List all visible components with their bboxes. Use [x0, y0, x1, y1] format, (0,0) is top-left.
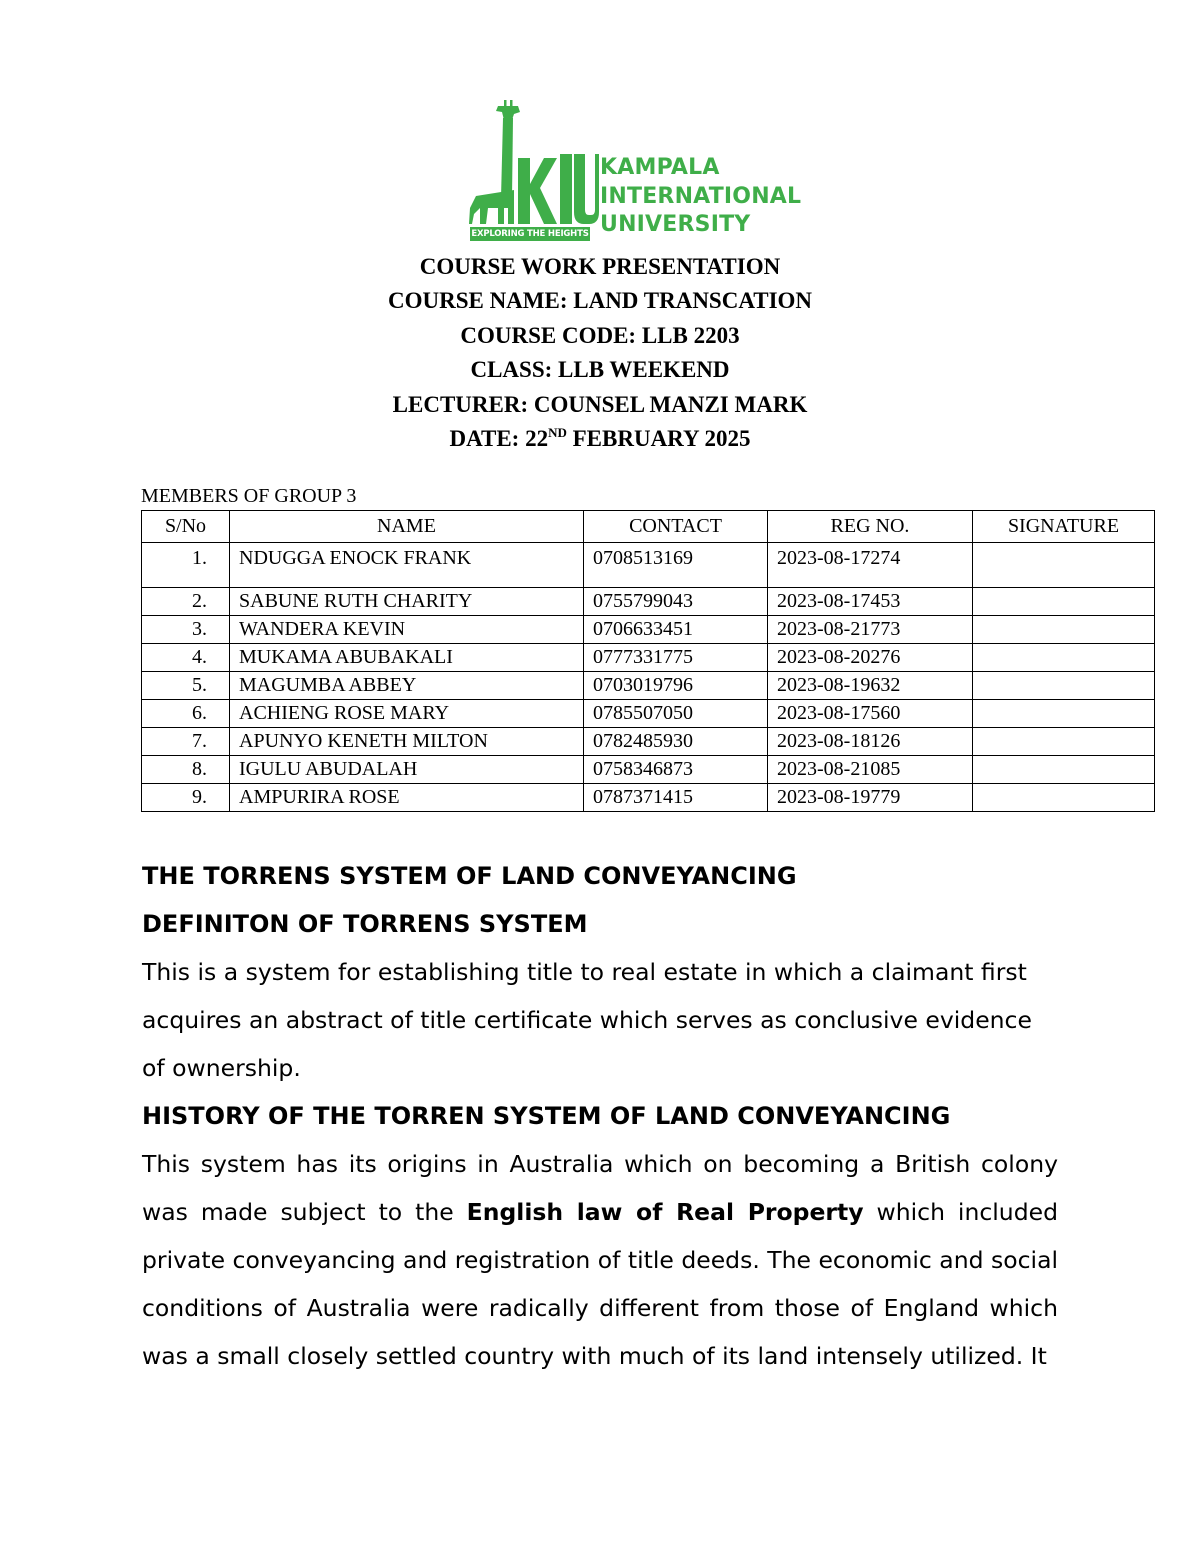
cover-header	[0, 250, 1200, 456]
cell-name: APUNYO KENETH MILTON	[230, 728, 584, 756]
history-text-emphasis: English law of Real Property	[466, 1198, 864, 1226]
cell-signature	[973, 588, 1155, 616]
cell-sn: 7.	[142, 728, 230, 756]
cell-reg-no: 2023-08-19632	[768, 672, 973, 700]
cell-contact: 0787371415	[584, 784, 768, 812]
cell-sn: 2.	[142, 588, 230, 616]
table-row	[142, 756, 1155, 784]
cell-contact: 0785507050	[584, 700, 768, 728]
column-header-contact: CONTACT	[584, 511, 768, 543]
cell-sn: 8.	[142, 756, 230, 784]
university-name-line-3: UNIVERSITY	[600, 212, 751, 237]
class-name: CLASS: LLB WEEKEND	[470, 357, 730, 383]
university-name-line-2: INTERNATIONAL	[600, 183, 802, 209]
cell-name: IGULU ABUDALAH	[230, 756, 584, 784]
cell-signature	[973, 728, 1155, 756]
cell-contact: 0706633451	[584, 616, 768, 644]
cell-name: MAGUMBA ABBEY	[230, 672, 584, 700]
table-row	[142, 784, 1155, 812]
members-caption: MEMBERS OF GROUP 3	[141, 485, 357, 507]
cell-contact: 0782485930	[584, 728, 768, 756]
cell-reg-no: 2023-08-20276	[768, 644, 973, 672]
cell-reg-no: 2023-08-17560	[768, 700, 973, 728]
table-row	[142, 616, 1155, 644]
cell-contact: 0708513169	[584, 543, 768, 588]
presentation-date	[0, 422, 1200, 456]
members-table	[141, 510, 1155, 812]
university-name-line-1: KAMPALA	[600, 155, 720, 180]
column-header-signature: SIGNATURE	[973, 511, 1155, 543]
history-text-end: which included private conveyancing and registration of title deeds. The economic and social conditions of Australia were radically different from those of England which was a small closely settled country with much of its land intensely utilized. It	[142, 1198, 1058, 1370]
members-table-body	[142, 543, 1155, 812]
column-header-reg-no: REG NO.	[768, 511, 973, 543]
giraffe-kiu-emblem	[468, 98, 600, 248]
cell-signature	[973, 644, 1155, 672]
university-logo	[468, 98, 802, 248]
cell-signature	[973, 616, 1155, 644]
column-header-sn: S/No	[142, 511, 230, 543]
cell-name: AMPURIRA ROSE	[230, 784, 584, 812]
cell-contact: 0777331775	[584, 644, 768, 672]
cell-contact: 0755799043	[584, 588, 768, 616]
lecturer-name: LECTURER: COUNSEL MANZI MARK	[392, 391, 808, 417]
cell-reg-no: 2023-08-21773	[768, 616, 973, 644]
university-name	[600, 154, 801, 240]
table-row	[142, 728, 1155, 756]
cell-signature	[973, 700, 1155, 728]
course-name: COURSE NAME: LAND TRANSCATION	[387, 288, 813, 314]
cell-signature	[973, 784, 1155, 812]
section-heading-history: HISTORY OF THE TORREN SYSTEM OF LAND CONVEYANCING	[142, 1102, 951, 1130]
cell-contact: 0758346873	[584, 756, 768, 784]
table-row	[142, 672, 1155, 700]
date-suffix: FEBRUARY 2025	[566, 425, 751, 451]
cell-signature	[973, 672, 1155, 700]
date-ordinal: ND	[548, 424, 567, 440]
cell-name: MUKAMA ABUBAKALI	[230, 644, 584, 672]
cell-sn: 1.	[142, 543, 230, 588]
cell-reg-no: 2023-08-21085	[768, 756, 973, 784]
table-row	[142, 588, 1155, 616]
cell-name: SABUNE RUTH CHARITY	[230, 588, 584, 616]
section-heading-definition: DEFINITON OF TORRENS SYSTEM	[142, 910, 588, 938]
cell-signature	[973, 756, 1155, 784]
section-heading-torrens: THE TORRENS SYSTEM OF LAND CONVEYANCING	[142, 862, 797, 890]
history-text-start: This system has its origins in Australia which on becoming a British colony was made subject to the	[142, 1150, 1058, 1226]
logo-tagline: EXPLORING THE HEIGHTS	[471, 229, 589, 239]
cell-name: WANDERA KEVIN	[230, 616, 584, 644]
cell-reg-no: 2023-08-17453	[768, 588, 973, 616]
cell-sn: 5.	[142, 672, 230, 700]
table-row	[142, 543, 1155, 588]
cell-sn: 9.	[142, 784, 230, 812]
presentation-title: COURSE WORK PRESENTATION	[419, 254, 781, 279]
cell-reg-no: 2023-08-17274	[768, 543, 973, 588]
cell-sn: 6.	[142, 700, 230, 728]
cell-name: NDUGGA ENOCK FRANK	[230, 543, 584, 588]
cell-reg-no: 2023-08-18126	[768, 728, 973, 756]
cell-sn: 3.	[142, 616, 230, 644]
course-code: COURSE CODE: LLB 2203	[460, 322, 740, 348]
table-row	[142, 700, 1155, 728]
members-header-row	[142, 511, 1155, 543]
column-header-name: NAME	[230, 511, 584, 543]
cell-signature	[973, 543, 1155, 588]
cell-sn: 4.	[142, 644, 230, 672]
cell-contact: 0703019796	[584, 672, 768, 700]
definition-paragraph: This is a system for establishing title to real estate in which a claimant first acquires an abstract of title certificate which serves as conclusive evidence of ownership.	[142, 958, 1032, 1082]
cell-reg-no: 2023-08-19779	[768, 784, 973, 812]
table-row	[142, 644, 1155, 672]
document-body	[142, 852, 1058, 1380]
cell-name: ACHIENG ROSE MARY	[230, 700, 584, 728]
date-prefix: DATE: 22	[449, 425, 549, 451]
history-paragraph	[142, 1140, 1058, 1380]
